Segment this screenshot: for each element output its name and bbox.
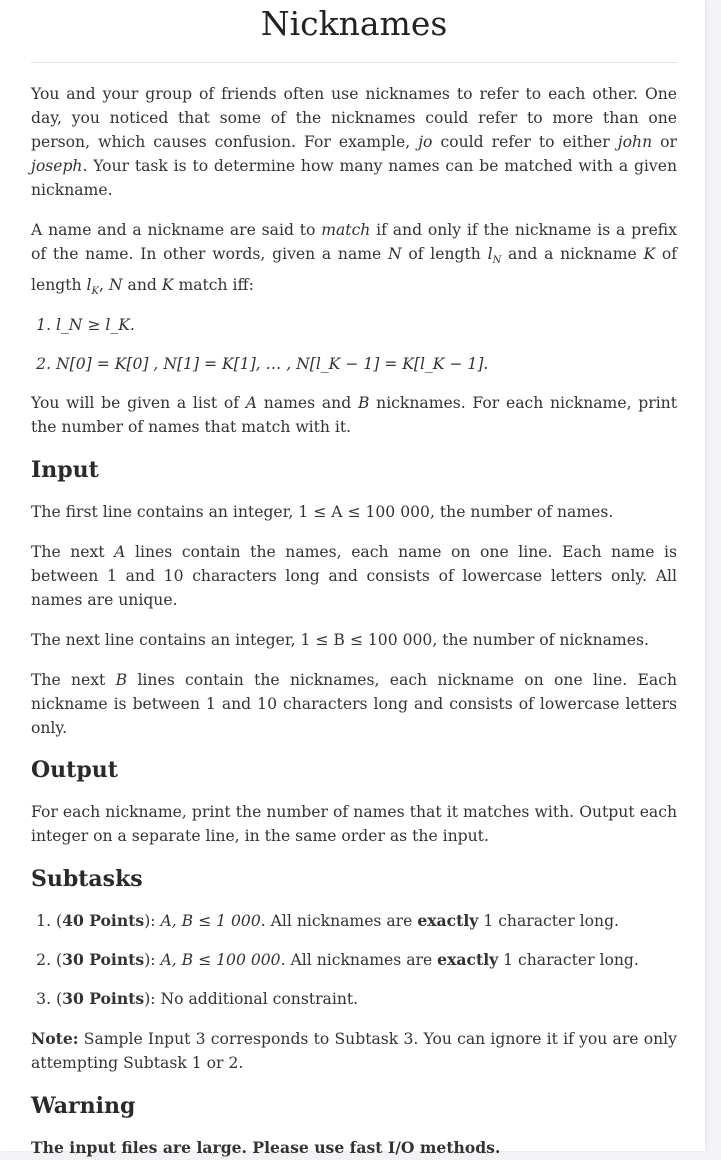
- text: . Your task is to determine how many names can be matched with a given nickname.: [31, 157, 677, 199]
- text: character long.: [513, 951, 639, 970]
- emphasis: exactly: [437, 950, 499, 970]
- warning-bold-text: The input files are large. Please use fast I/O methods.: [31, 1138, 501, 1158]
- text: Sample Input: [78, 1030, 196, 1049]
- math-num: 1: [483, 912, 494, 931]
- text: corresponds to Subtask: [205, 1030, 404, 1049]
- text: if and only if the nickname is a prefix of the name. In other words, given a name: [31, 221, 677, 263]
- text: , the number of names.: [429, 503, 614, 522]
- subtask-points: 30 Points: [62, 950, 145, 970]
- output-text: For each nickname, print the number of names that it matches with. Output each integer on a separate line, in the same order as the input.: [31, 803, 677, 846]
- subtask-list: [31, 909, 677, 1011]
- warning-heading: Warning: [31, 1093, 136, 1120]
- text: character long.: [493, 912, 620, 931]
- text: and: [215, 695, 258, 714]
- condition-1: 1. l_N ≥ l_K.: [56, 313, 677, 337]
- math-num: 10: [163, 567, 184, 586]
- math-lK: [86, 276, 99, 298]
- output-heading: Output: [31, 757, 118, 784]
- example-nickname: jo: [418, 133, 433, 151]
- text: , the number of nicknames.: [432, 631, 649, 650]
- math-num: 10: [257, 695, 278, 714]
- text: No additional constraint.: [160, 990, 359, 1009]
- math-num: 1: [107, 567, 117, 586]
- intro-paragraph-3: [31, 391, 677, 439]
- term-match: match: [321, 221, 371, 239]
- subtask-limit: A, B ≤ 1 000: [160, 912, 261, 931]
- text: characters long and consists of lowercase letters only.: [31, 695, 677, 738]
- math-num: 1: [191, 1054, 202, 1073]
- math-lN: [487, 245, 502, 267]
- input-heading: Input: [31, 457, 99, 484]
- title-divider: [31, 62, 677, 63]
- math-num: 3: [403, 1030, 414, 1049]
- math-var: K: [643, 245, 656, 263]
- math-num: 1: [205, 695, 216, 714]
- page-title: Nicknames: [260, 4, 448, 43]
- text: or: [201, 1054, 229, 1073]
- math-num: 1: [503, 951, 514, 970]
- text: . You can ignore it if you are only attempting Subtask: [31, 1030, 677, 1073]
- text: nicknames. For each nickname, print the number of names that match with it.: [31, 394, 677, 437]
- subtask-limit: A, B ≤ 100 000: [160, 951, 281, 970]
- text: The next: [31, 543, 115, 562]
- text: and: [122, 276, 162, 295]
- text: lines contain the names, each name on one line. Each name is between: [31, 543, 678, 586]
- text: ,: [99, 276, 109, 295]
- text: or: [652, 133, 677, 151]
- text: and: [116, 567, 164, 586]
- text: . All nicknames are: [280, 951, 438, 970]
- text: The next line contains an integer,: [31, 631, 301, 650]
- math-var: B: [357, 394, 370, 413]
- math-sub: K: [91, 286, 99, 298]
- example-name: john: [617, 133, 653, 151]
- warning-text: [31, 1136, 677, 1160]
- math-var: N: [388, 245, 402, 263]
- condition-2: 2. N[0] = K[0] , N[1] = K[1], … , N[l_K − 1] = K[l_K − 1].: [56, 352, 677, 376]
- text: match iff:: [173, 276, 254, 295]
- input-line-3: [31, 628, 677, 652]
- subtask-2: 2. (30 Points): A, B ≤ 100 000. All nicknames are exactly 1 character long.: [56, 948, 677, 972]
- subtask-points: 40 Points: [62, 911, 145, 931]
- example-name: joseph: [31, 157, 83, 175]
- math-var: K: [161, 276, 174, 295]
- note-paragraph: [31, 1027, 677, 1075]
- note-label: Note:: [31, 1029, 79, 1049]
- text: The first line contains an integer,: [31, 503, 299, 522]
- math-var: l: [86, 276, 92, 295]
- subtask-3: 3. (30 Points): No additional constraint.: [56, 987, 677, 1011]
- text: You will be given a list of: [31, 394, 246, 413]
- text: and a nickname: [501, 245, 644, 263]
- input-line-1: [31, 500, 677, 524]
- text: A name and a nickname are said to: [31, 221, 322, 239]
- subtask-points: 30 Points: [62, 989, 145, 1009]
- math-var: l: [487, 245, 493, 263]
- problem-content: [31, 0, 677, 1160]
- math-num: 2: [228, 1054, 239, 1073]
- text: You and your group of friends often use nicknames to refer to each other. One day, you noticed that some of the nicknames could refer to more than one person, which causes confusion. For example,: [31, 85, 677, 151]
- subtasks-heading: Subtasks: [31, 866, 143, 893]
- math-var: A: [245, 394, 258, 413]
- math-var: A: [114, 543, 126, 562]
- math-sub: N: [492, 255, 502, 267]
- emphasis: exactly: [417, 911, 479, 931]
- intro-paragraph-2: [31, 218, 677, 304]
- math-num: 3: [195, 1030, 206, 1049]
- text: names and: [257, 394, 358, 413]
- math-var: N: [108, 276, 123, 295]
- text: could refer to either: [432, 133, 618, 151]
- text: . All nicknames are: [260, 912, 418, 931]
- math-range: 1 ≤ B ≤ 100 000: [300, 631, 433, 650]
- match-conditions: [31, 313, 677, 376]
- text: characters long and consists of lowercase letters only. All names are unique.: [31, 567, 677, 610]
- input-line-2: [31, 540, 677, 612]
- intro-paragraph-1: [31, 82, 677, 202]
- math-range: 1 ≤ A ≤ 100 000: [298, 503, 430, 522]
- text: .: [238, 1054, 244, 1073]
- text: of length: [401, 245, 488, 263]
- subtask-1: 1. (40 Points): A, B ≤ 1 000. All nicknames are exactly 1 character long.: [56, 909, 677, 933]
- text: The next: [31, 671, 116, 690]
- text: lines contain the nicknames, each nickname on one line. Each nickname is between: [31, 671, 678, 714]
- text: of length: [31, 245, 677, 295]
- input-line-4: [31, 668, 677, 740]
- math-var: B: [115, 671, 128, 690]
